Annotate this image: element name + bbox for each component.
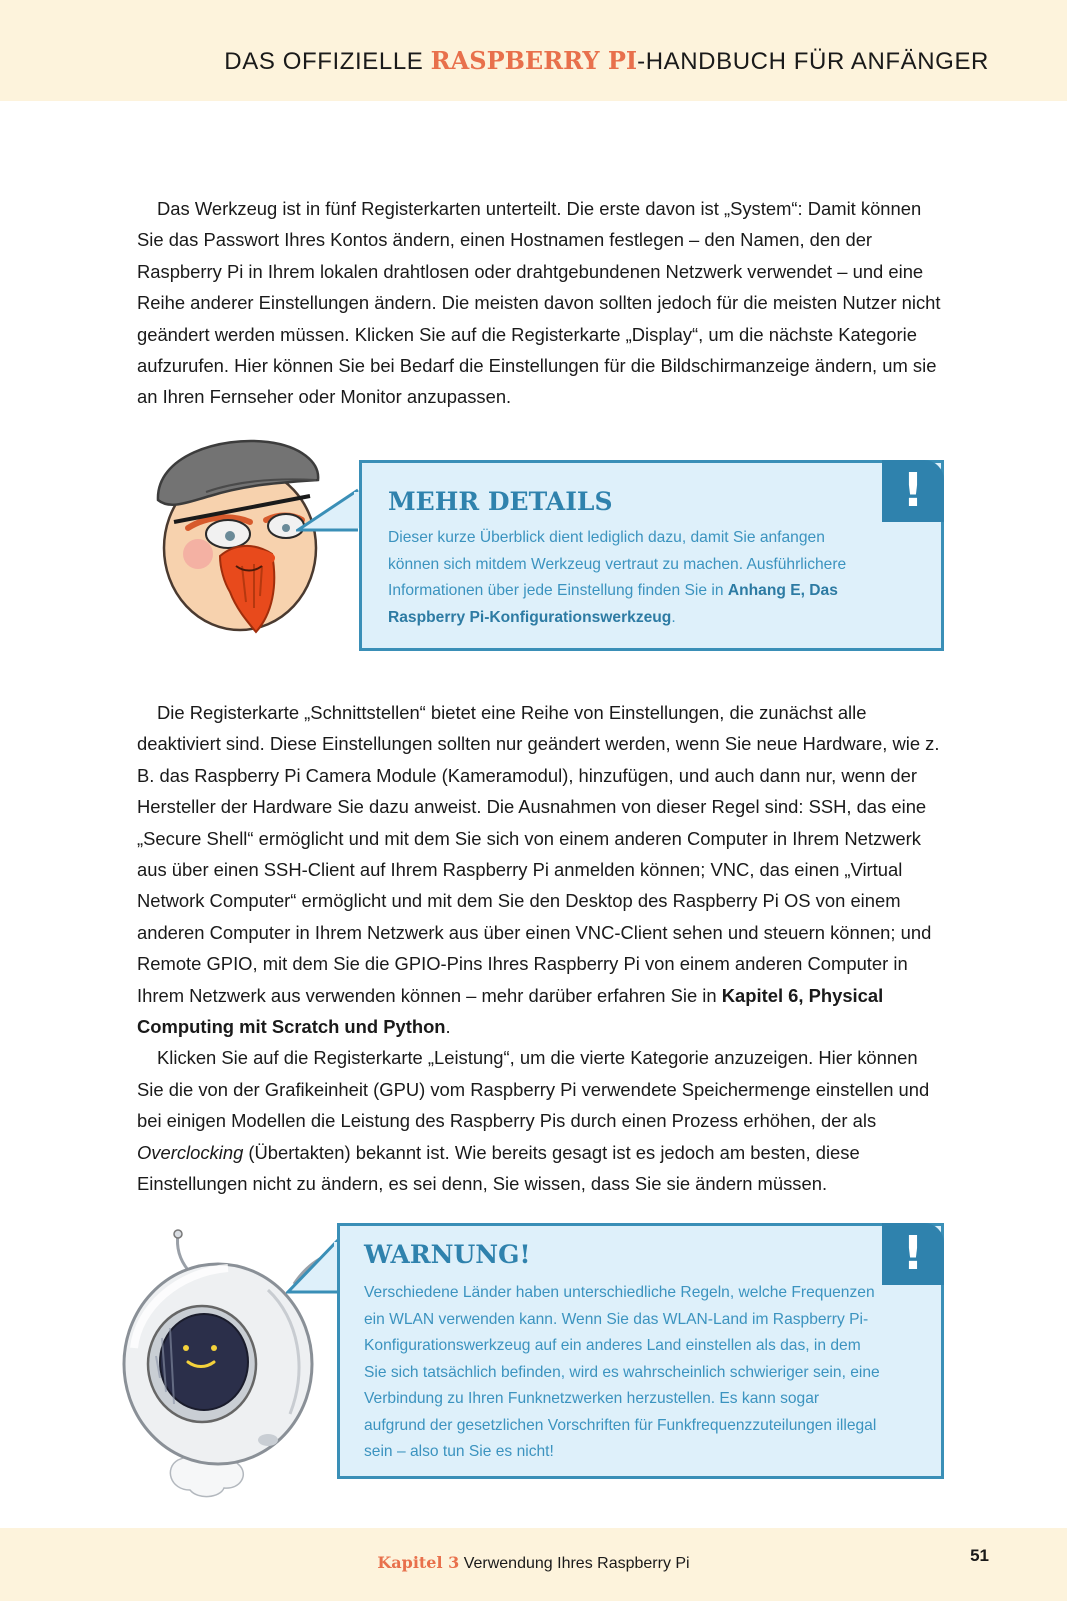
overclocking-term: Overclocking <box>137 1141 244 1163</box>
details-box-text <box>388 525 858 631</box>
footer-chapter-label: Kapitel 3 <box>377 1553 460 1572</box>
interfaces-text-pre: Die Registerkarte „Schnittstellen“ bietet eine Reihe von Einstellungen, die zunächst alle deaktiviert sind. Diese Einstellungen sollten nur geändert werden, wenn Sie neue Hardware, wie z. B. das Raspberry Pi Camera Module (Kameramodul), hinzufügen, und auch dann nur, wenn der Hersteller der Hardware Sie dazu anweist. Die Ausnahmen von dieser Regel sind: SSH, das eine „Secure Shell“ ermöglicht und mit dem Sie sich von einem anderen Computer in Ihrem Netzwerk aus über einen SSH-Client auf Ihrem Raspberry Pi anmelden können; VNC, das einen „Virtual Network Computer“ ermöglicht und mit dem Sie den Desktop des Raspberry Pi OS von einem anderen Computer in Ihrem Netzwerk aus über einen VNC-Client sehen und steuern können; und Remote GPIO, mit dem Sie die GPIO-Pins Ihres Raspberry Pi von einem anderen Computer in Ihrem Netzwerk aus verwenden können – mehr darüber erfahren Sie in <box>137 702 940 1006</box>
exclamation-badge <box>882 460 944 522</box>
exclamation-icon: ! <box>902 1226 924 1280</box>
page-header <box>0 0 1067 101</box>
exclamation-badge <box>882 1223 944 1285</box>
warning-box-title: WARNUNG! <box>364 1240 531 1269</box>
interfaces-text-post: . <box>445 1016 451 1038</box>
book-title-post: -HANDBUCH FÜR ANFÄNGER <box>637 48 989 75</box>
details-box-title: MEHR DETAILS <box>388 487 613 516</box>
chapter-reference: Kapitel 6, Physical Computing mit Scratch und Python <box>137 984 884 1038</box>
exclamation-icon: ! <box>902 463 924 517</box>
book-title-brand: RASPBERRY PI <box>430 46 638 75</box>
footer-chapter-title: Verwendung Ihres Raspberry Pi <box>459 1555 690 1572</box>
warning-box-text: Verschiedene Länder haben unterschiedliche Regeln, welche Frequenzen ein WLAN verwenden kann. Wenn Sie das WLAN-Land im Raspberry Pi-Konfigurationswerkzeug auf ein anderes Land einstellen als das, in dem Sie sich tatsächlich befinden, wird es wahrscheinlich schwieriger sein, eine Verbindung zu Ihren Funknetzwerken herzustellen. Es kann sogar aufgrund der gesetzlichen Vorschriften für Funkfrequenzzuteilungen illegal sein – also tun Sie es nicht! <box>364 1284 880 1460</box>
performance-text-pre: Klicken Sie auf die Registerkarte „Leistung“, um die vierte Kategorie anzuzeigen. Hier können Sie die von der Grafikeinheit (GPU) vom Raspberry Pi verwendete Speichermenge einstellen und bei einigen Modellen die Leistung des Raspberry Pis durch einen Prozess erhöhen, der als <box>137 1047 930 1132</box>
footer-chapter <box>0 1553 1067 1573</box>
performance-text-post: (Übertakten) bekannt ist. Wie bereits gesagt ist es jedoch am besten, diese Einstellungen nicht zu ändern, es sei denn, Sie wissen, dass Sie sie ändern müssen. <box>137 1141 860 1195</box>
mehr-details-box <box>359 460 944 651</box>
details-text-pre: Dieser kurze Überblick dient lediglich dazu, damit Sie anfangen können sich mitdem Werkzeug vertraut zu machen. Ausführlichere Informationen über jede Einstellung finden Sie in <box>388 529 847 599</box>
interfaces-text <box>137 697 945 1042</box>
mentor-character-illustration <box>150 436 340 636</box>
page-number: 51 <box>970 1546 989 1565</box>
intro-paragraph <box>137 193 945 413</box>
interfaces-paragraph <box>137 697 945 1200</box>
speech-pointer <box>296 488 362 534</box>
book-title-pre: DAS OFFIZIELLE <box>224 48 431 75</box>
speech-pointer <box>286 1238 342 1296</box>
performance-text <box>137 1042 945 1199</box>
details-text-post: . <box>671 608 676 626</box>
appendix-reference: Anhang E, Das Raspberry Pi-Konfigurationswerkzeug <box>388 582 838 626</box>
page-footer <box>0 1528 1067 1601</box>
book-title <box>224 46 989 76</box>
intro-text: Das Werkzeug ist in fünf Registerkarten unterteilt. Die erste davon ist „System“: Damit können Sie das Passwort Ihres Kontos ändern, einen Hostnamen festlegen – den Namen, den der Raspberry Pi in Ihrem lokalen drahtlosen oder drahtgebundenen Netzwerk verwendet – und eine Reihe anderer Einstellungen ändern. Die meisten davon sollten jedoch für die meisten Nutzer nicht geändert werden müssen. Klicken Sie auf die Registerkarte „Display“, um die nächste Kategorie aufzurufen. Hier können Sie bei Bedarf die Einstellungen für die Bildschirmanzeige ändern, um sie an Ihren Fernseher oder Monitor anzupassen. <box>137 198 941 408</box>
warnung-box <box>337 1223 944 1479</box>
